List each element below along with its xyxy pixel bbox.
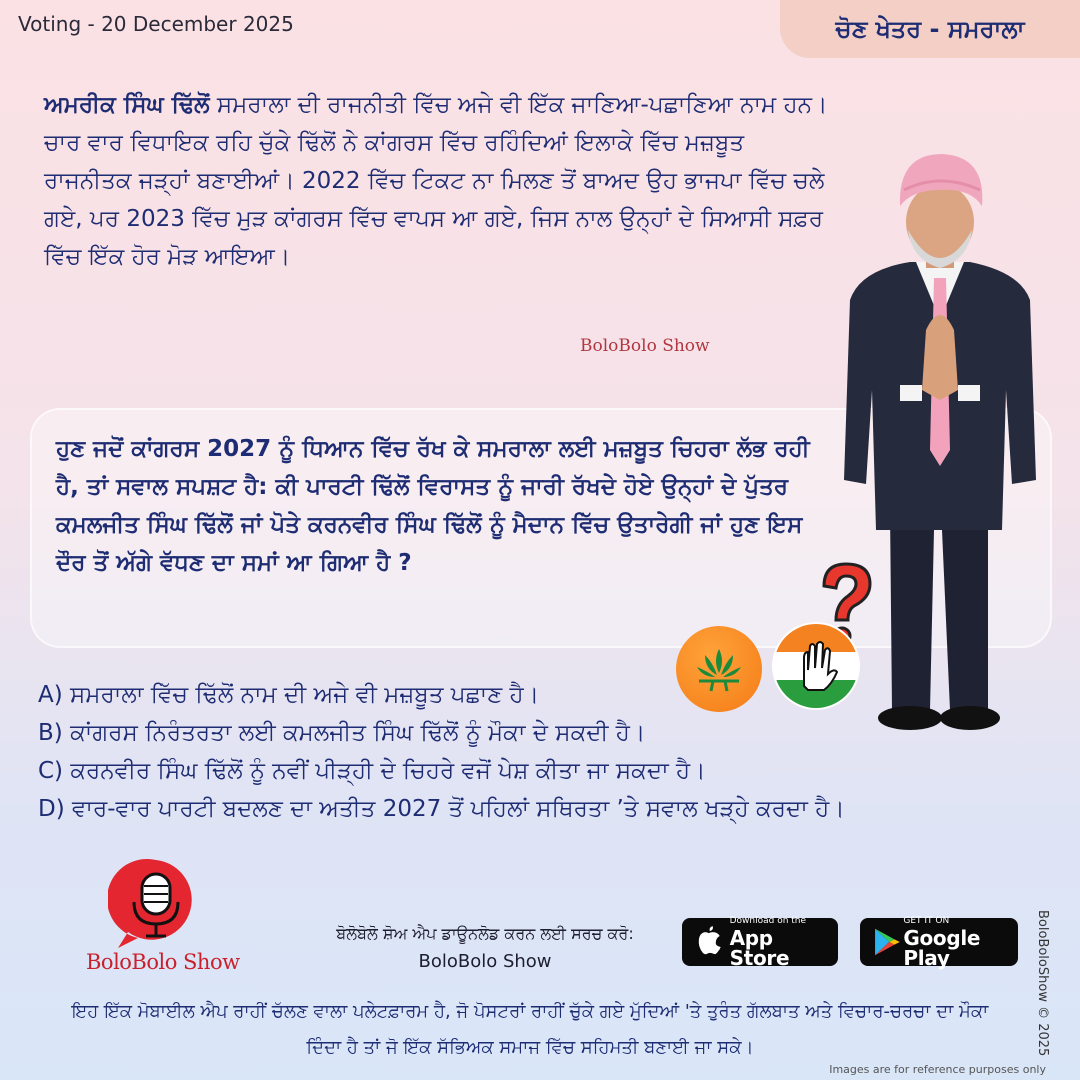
search-term: BoloBolo Show (418, 951, 552, 972)
option-a[interactable]: A) ਸਮਰਾਲਾ ਵਿੱਚ ਢਿੱਲੋਂ ਨਾਮ ਦੀ ਅਜੇ ਵੀ ਮਜ਼ਬੂਤ ਪਛਾਣ ਹੈ। (38, 682, 540, 708)
search-hint (290, 920, 680, 976)
apple-icon (690, 922, 730, 962)
politician-photo (830, 150, 1045, 750)
google-play-button[interactable] (860, 915, 1018, 970)
constituency-badge (780, 0, 1080, 58)
microphone-icon (108, 856, 204, 952)
reference-note: Images are for reference purposes only (829, 1063, 1046, 1076)
platform-description: ਇਹ ਇੱਕ ਮੋਬਾਈਲ ਐਪ ਰਾਹੀਂ ਚੱਲਣ ਵਾਲਾ ਪਲੇਟਫ਼ਾਰਮ ਹੈ, ਜੋ ਪੋਸਟਰਾਂ ਰਾਹੀਂ ਚੁੱਕੇ ਗਏ ਮੁੱਦਿਆਂ 'ਤੇ ਤੁਰੰਤ ਗੱਲਬਾਤ ਅਤੇ ਵਿਚਾਰ-ਚਰਚਾ ਦਾ ਮੌਕਾ ਦਿੰਦਾ ਹੈ ਤਾਂ ਜੋ ਇੱਕ ਸੱਭਿਅਕ ਸਮਾਜ ਵਿੱਚ ਸਹਿਮਤੀ ਬਣਾਈ ਜਾ ਸਕੇ। (71, 1001, 989, 1058)
intro-paragraph (44, 86, 834, 276)
google-play-icon (868, 922, 903, 962)
poll-question: ਹੁਣ ਜਦੋਂ ਕਾਂਗਰਸ 2027 ਨੂੰ ਧਿਆਨ ਵਿੱਚ ਰੱਖ ਕੇ ਸਮਰਾਲਾ ਲਈ ਮਜ਼ਬੂਤ ਚਿਹਰਾ ਲੱਭ ਰਹੀ ਹੈ, ਤਾਂ ਸਵਾਲ ਸਪਸ਼ਟ ਹੈ: ਕੀ ਪਾਰਟੀ ਢਿੱਲੋਂ ਵਿਰਾਸਤ ਨੂੰ ਜਾਰੀ ਰੱਖਦੇ ਹੋਏ ਉਨ੍ਹਾਂ ਦੇ ਪੁੱਤਰ ਕਮਲਜੀਤ ਸਿੰਘ ਢਿੱਲੋਂ ਜਾਂ ਪੋਤੇ ਕਰਨਵੀਰ ਸਿੰਘ ਢਿੱਲੋਂ ਨੂੰ ਮੈਦਾਨ ਵਿੱਚ ਉਤਾਰੇਗੀ ਜਾਂ ਹੁਣ ਇਸ ਦੌਰ ਤੋਂ ਅੱਗੇ ਵੱਧਣ ਦਾ ਸਮਾਂ ਆ ਗਿਆ ਹੈ ? (56, 436, 810, 576)
brand-logo-text: BoloBolo Show (86, 950, 240, 974)
option-c[interactable]: C) ਕਰਨਵੀਰ ਸਿੰਘ ਢਿੱਲੋਂ ਨੂੰ ਨਵੀਂ ਪੀੜ੍ਹੀ ਦੇ ਚਿਹਰੇ ਵਜੋਂ ਪੇਸ਼ ਕੀਤਾ ਜਾ ਸਕਦਾ ਹੈ। (38, 758, 706, 784)
politician-name: ਅਮਰੀਕ ਸਿੰਘ ਢਿੱਲੋਂ (44, 92, 210, 118)
poll-options (38, 676, 978, 828)
app-store-label: App Store (729, 925, 790, 970)
option-d[interactable]: D) ਵਾਰ-ਵਾਰ ਪਾਰਟੀ ਬਦਲਣ ਦਾ ਅਤੀਤ 2027 ਤੋਂ ਪਹਿਲਾਂ ਸਥਿਰਤਾ ’ਤੇ ਸਵਾਲ ਖੜ੍ਹੇ ਕਰਦਾ ਹੈ। (38, 796, 845, 822)
voting-date: Voting - 20 December 2025 (18, 12, 294, 36)
search-instruction: ਬੋਲੋਬੋਲੋ ਸ਼ੋਅ ਐਪ ਡਾਊਨਲੋਡ ਕਰਨ ਲਈ ਸਰਚ ਕਰੋ: (336, 924, 634, 943)
constituency-label: ਚੋਣ ਖੇਤਰ - ਸਮਰਾਲਾ (835, 15, 1025, 43)
app-store-small: Download on the (729, 915, 807, 926)
option-b[interactable]: B) ਕਾਂਗਰਸ ਨਿਰੰਤਰਤਾ ਲਈ ਕਮਲਜੀਤ ਸਿੰਘ ਢਿੱਲੋਂ ਨੂੰ ਮੌਕਾ ਦੇ ਸਕਦੀ ਹੈ। (38, 720, 646, 746)
copyright-text: BoloBoloShow © 2025 (1035, 910, 1050, 1057)
google-play-label: Google Play (903, 925, 981, 970)
brand-watermark: BoloBolo Show (580, 336, 710, 356)
google-play-small: GET IT ON (903, 915, 950, 926)
app-store-button[interactable] (682, 915, 838, 970)
intro-text: ਸਮਰਾਲਾ ਦੀ ਰਾਜਨੀਤੀ ਵਿੱਚ ਅਜੇ ਵੀ ਇੱਕ ਜਾਣਿਆ-ਪਛਾਣਿਆ ਨਾਮ ਹਨ। ਚਾਰ ਵਾਰ ਵਿਧਾਇਕ ਰਹਿ ਚੁੱਕੇ ਢਿੱਲੋਂ ਨੇ ਕਾਂਗਰਸ ਵਿੱਚ ਰਹਿੰਦਿਆਂ ਇਲਾਕੇ ਵਿੱਚ ਮਜ਼ਬੂਤ ਰਾਜਨੀਤਕ ਜੜ੍ਹਾਂ ਬਣਾਈਆਂ। 2022 ਵਿੱਚ ਟਿਕਟ ਨਾ ਮਿਲਣ ਤੋਂ ਬਾਅਦ ਉਹ ਭਾਜਪਾ ਵਿੱਚ ਚਲੇ ਗਏ, ਪਰ 2023 ਵਿੱਚ ਮੁੜ ਕਾਂਗਰਸ ਵਿੱਚ ਵਾਪਸ ਆ ਗਏ, ਜਿਸ ਨਾਲ ਉਨ੍ਹਾਂ ਦੇ ਸਿਆਸੀ ਸਫ਼ਰ ਵਿੱਚ ਇੱਕ ਹੋਰ ਮੋੜ ਆਇਆ। (44, 92, 828, 270)
